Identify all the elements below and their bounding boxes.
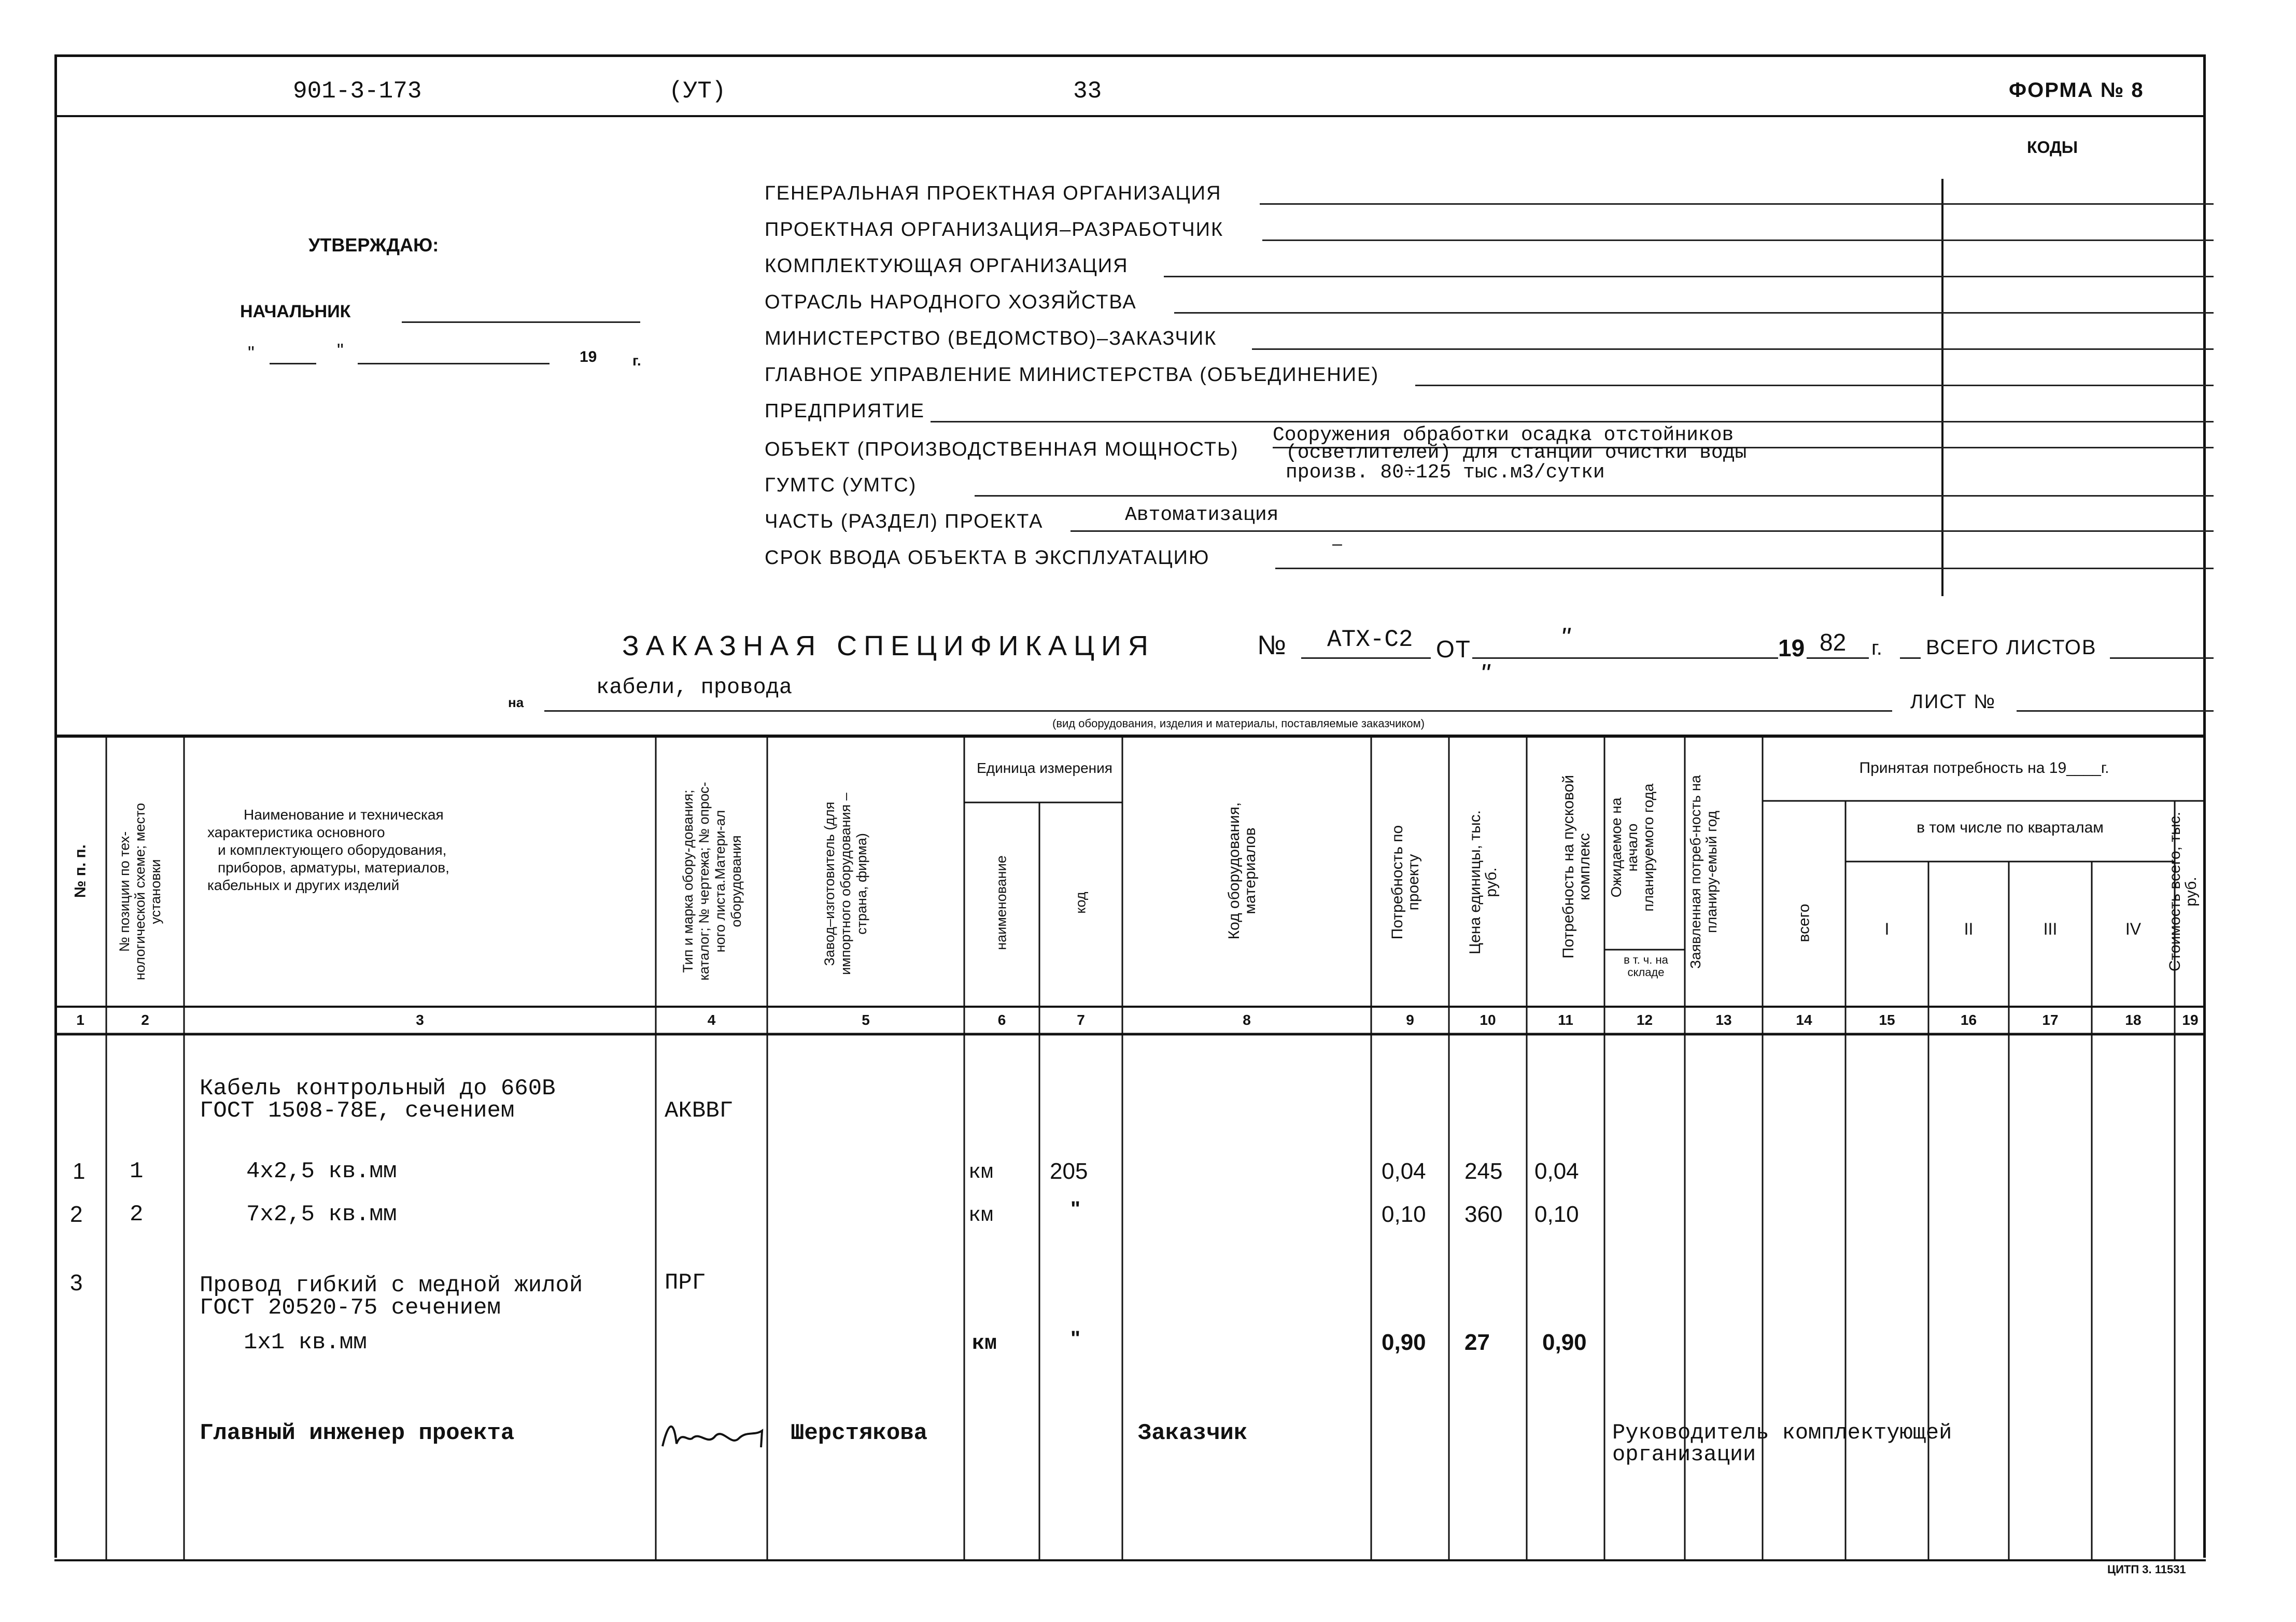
spec-no-label: №: [1257, 630, 1286, 660]
row1-name: 4х2,5 кв.мм: [246, 1159, 397, 1184]
spec-sheet-label: ЛИСТ №: [1910, 691, 1996, 713]
approve-label: УТВЕРЖДАЮ:: [308, 234, 439, 256]
spec-year-suffix: г.: [1871, 637, 1882, 659]
group2-title-line1: Провод гибкий с медной жилой: [200, 1273, 583, 1299]
col-number-18: 18: [2125, 1012, 2142, 1028]
col-header-2: № позиции по тех-нологической схеме; место установки: [117, 802, 163, 981]
org-label-directorate: ГЛАВНОЕ УПРАВЛЕНИЕ МИНИСТЕРСТВА (ОБЪЕДИНЕНИЕ): [765, 364, 1379, 386]
row2-price: 360: [1464, 1202, 1503, 1227]
group2-type: ПРГ: [665, 1270, 706, 1296]
codes-label: КОДЫ: [2027, 138, 2078, 157]
org-label-general: ГЕНЕРАЛЬНАЯ ПРОЕКТНАЯ ОРГАНИЗАЦИЯ: [765, 182, 1222, 204]
col-number-14: 14: [1796, 1012, 1812, 1028]
footer-code: ЦИТП 3. 11531: [2107, 1563, 2186, 1576]
col-header-8: Код оборудования, материалов: [1226, 802, 1259, 940]
row2-code: ": [1070, 1197, 1080, 1220]
col-header-5: Завод–изготовитель (для импортного оборудования –страна, фирма): [822, 793, 869, 975]
org-label-part: ЧАСТЬ (РАЗДЕЛ) ПРОЕКТА: [765, 511, 1044, 532]
col-number-15: 15: [1879, 1012, 1895, 1028]
col-number-11: 11: [1558, 1012, 1573, 1028]
org-label-enterprise: ПРЕДПРИЯТИЕ: [765, 400, 925, 422]
page-number: 33: [1073, 78, 1102, 105]
col-number-7: 7: [1077, 1012, 1085, 1028]
org-label-ministry: МИНИСТЕРСТВО (ВЕДОМСТВО)–ЗАКАЗЧИК: [765, 328, 1217, 349]
form-label: ФОРМА № 8: [2009, 79, 2144, 102]
spec-caption: (вид оборудования, изделия и материалы, поставляемые заказчиком): [1052, 717, 1425, 730]
col-number-12: 12: [1636, 1012, 1653, 1028]
col-number-16: 16: [1960, 1012, 1977, 1028]
col-number-19: 19: [2182, 1012, 2199, 1028]
spec-subject: кабели, провода: [596, 675, 793, 700]
col-number-9: 9: [1406, 1012, 1414, 1028]
col-header-12b: в т. ч. на складе: [1624, 953, 1668, 979]
group1-title-line1: Кабель контрольный до 660В: [200, 1076, 556, 1102]
col-header-19: Стоимость всего, тыс. руб.: [2166, 811, 2200, 972]
col-header-1: № п. п.: [72, 844, 89, 898]
spec-year-prefix: 19: [1778, 634, 1805, 661]
row3-unit: км: [972, 1332, 997, 1356]
col-header-14: всего: [1795, 904, 1813, 942]
row2-name: 7х2,5 кв.мм: [246, 1202, 397, 1228]
col-number-8: 8: [1243, 1012, 1251, 1028]
col-header-12: Ожидаемое на начало планируемого года: [1608, 783, 1656, 912]
group1-type: АКВВГ: [665, 1098, 734, 1124]
spec-year: 82: [1820, 629, 1847, 656]
col-header-15: I: [1884, 920, 1890, 938]
row1-unit: км: [968, 1161, 994, 1184]
unit-group-header: Единица измерения: [977, 760, 1112, 776]
col-number-4: 4: [707, 1012, 716, 1028]
col-header-6: наименование: [993, 855, 1009, 950]
col-header-18: IV: [2125, 920, 2142, 938]
org-label-developer: ПРОЕКТНАЯ ОРГАНИЗАЦИЯ–РАЗРАБОТЧИК: [765, 219, 1224, 241]
col-number-17: 17: [2042, 1012, 2059, 1028]
object-value-line3: произв. 80÷125 тыс.м3/сутки: [1286, 461, 1605, 484]
col-header-3-line3: и комплектующего оборудования,: [218, 842, 447, 858]
chief-engineer-label: Главный инженер проекта: [200, 1420, 515, 1446]
object-value-line2: (осветлителей) для станции очистки воды: [1286, 442, 1747, 464]
col-header-9: Потребность по проекту: [1389, 825, 1422, 940]
row1-launch: 0,04: [1534, 1159, 1579, 1184]
row1-price: 245: [1464, 1159, 1503, 1184]
row2-pos: 2: [130, 1202, 144, 1228]
col-number-5: 5: [862, 1012, 870, 1028]
col-header-11: Потребность на пусковой комплекс: [1560, 774, 1593, 959]
object-value-line1: Сооружения обработки осадка отстойников: [1273, 424, 1734, 446]
group2-title-line2: ГОСТ 20520-75 сечением: [200, 1295, 501, 1321]
spec-quote-close: ": [1480, 659, 1490, 689]
doc-number: 901-3-173: [293, 78, 422, 105]
col-header-7: код: [1073, 892, 1089, 914]
date-year-suffix: г.: [632, 352, 641, 369]
supplier-head-line2: организации: [1612, 1442, 1756, 1467]
quarters-group-header: в том числе по кварталам: [1917, 819, 2104, 836]
group2-n: 3: [70, 1270, 83, 1295]
date-quote-close: ": [337, 340, 344, 361]
date-year-prefix: 19: [580, 348, 597, 365]
need-group-header: Принятая потребность на 19____г.: [1859, 759, 2109, 777]
col-header-3-line1: Наименование и техническая: [244, 807, 444, 823]
row3-launch: 0,90: [1542, 1330, 1587, 1355]
col-number-2: 2: [141, 1012, 149, 1028]
col-number-6: 6: [997, 1012, 1006, 1028]
col-header-10: Цена единицы, тыс. руб.: [1467, 810, 1500, 955]
doc-marker: (УТ): [669, 78, 726, 105]
part-value: Автоматизация: [1125, 504, 1279, 526]
org-label-gumts: ГУМТС (УМТС): [765, 474, 917, 496]
org-label-object: ОБЪЕКТ (ПРОИЗВОДСТВЕННАЯ МОЩНОСТЬ): [765, 439, 1239, 460]
col-header-3-line4: приборов, арматуры, материалов,: [218, 859, 449, 876]
row3-code: ": [1070, 1327, 1080, 1350]
row3-price: 27: [1464, 1330, 1490, 1355]
col-number-13: 13: [1715, 1012, 1732, 1028]
col-header-3-line2: характеристика основного: [207, 824, 385, 840]
engineer-name: Шерстякова: [791, 1420, 928, 1446]
row1-pos: 1: [130, 1159, 144, 1184]
row3-name: 1х1 кв.мм: [244, 1330, 367, 1356]
row3-need: 0,90: [1382, 1330, 1426, 1355]
row2-need: 0,10: [1382, 1202, 1426, 1227]
supplier-head-line1: Руководитель комплектующей: [1612, 1420, 1952, 1445]
spec-title: ЗАКАЗНАЯ СПЕЦИФИКАЦИЯ: [622, 630, 1155, 661]
spec-quote-open: ": [1560, 623, 1570, 653]
row1-n: 1: [73, 1159, 86, 1184]
spec-from-label: ОТ: [1436, 636, 1471, 662]
row2-n: 2: [70, 1202, 83, 1227]
org-label-deadline: СРОК ВВОДА ОБЪЕКТА В ЭКСПЛУАТАЦИЮ: [765, 547, 1210, 569]
col-header-4: Тип и марка обору-дования; каталог; № чертежа; № опрос-ного листа.Матери-ал оборудования: [680, 782, 744, 981]
col-number-1: 1: [76, 1012, 84, 1028]
customer-label: Заказчик: [1138, 1420, 1248, 1446]
chief-label: НАЧАЛЬНИК: [240, 302, 351, 321]
row2-unit: км: [968, 1204, 994, 1228]
org-label-industry: ОТРАСЛЬ НАРОДНОГО ХОЗЯЙСТВА: [765, 291, 1137, 313]
spec-on-label: на: [508, 695, 524, 710]
col-header-17: III: [2043, 920, 2058, 938]
col-header-13: Заявленная потреб-ность на планиру-емый год: [1687, 775, 1720, 969]
row1-code: 205: [1050, 1159, 1088, 1184]
deadline-value: –: [1332, 534, 1342, 554]
row1-need: 0,04: [1382, 1159, 1426, 1184]
col-header-16: II: [1964, 920, 1974, 938]
group1-title-line2: ГОСТ 1508-78Е, сечением: [200, 1098, 515, 1124]
col-header-3-line5: кабельных и других изделий: [207, 877, 400, 893]
col-number-3: 3: [416, 1012, 424, 1028]
col-number-10: 10: [1480, 1012, 1496, 1028]
spec-number: АТХ-С2: [1327, 626, 1413, 653]
org-label-supplier: КОМПЛЕКТУЮЩАЯ ОРГАНИЗАЦИЯ: [765, 255, 1129, 277]
spec-total-sheets: ВСЕГО ЛИСТОВ: [1926, 636, 2097, 659]
row2-launch: 0,10: [1534, 1202, 1579, 1227]
date-quote-open: ": [248, 342, 255, 363]
